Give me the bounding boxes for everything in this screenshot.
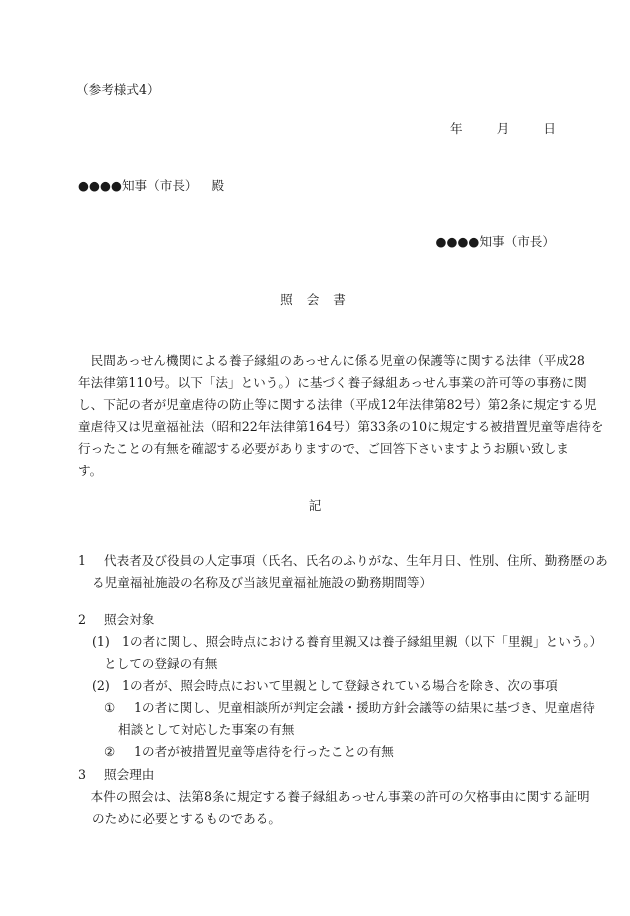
ki-heading: 記 — [308, 498, 322, 513]
date-month: 月 — [496, 121, 510, 136]
date-line — [450, 123, 556, 136]
subitem-label: ② — [104, 744, 116, 759]
section-heading: 照会対象 — [104, 612, 155, 627]
section-3-line: のために必要とするものである。 — [92, 811, 281, 826]
sender: ●●●●知事（市長） — [435, 234, 555, 249]
item-line: 1の者に関し、照会時点における養育里親又は養子縁組里親（以下「里親」という。） — [122, 634, 603, 649]
addressee-name: ●●●●知事（市長） — [78, 178, 198, 193]
section-3 — [78, 764, 590, 830]
section-1-line: 代表者及び役員の人定事項（氏名、氏名のふりがな、生年月日、性別、住所、勤務歴のあ — [104, 553, 608, 568]
subitem-line: 1の者が被措置児童等虐待を行ったことの有無 — [134, 744, 394, 759]
section-number: 2 — [78, 612, 87, 627]
body-line: す。 — [78, 463, 103, 478]
section-heading: 照会理由 — [104, 767, 155, 782]
date-year: 年 — [450, 121, 463, 136]
body-line: 民間あっせん機関による養子縁組のあっせんに係る児童の保護等に関する法律（平成28 — [78, 353, 585, 368]
item-label: (1) — [92, 634, 110, 649]
section-2 — [78, 609, 603, 763]
form-number: （参考様式4） — [76, 82, 160, 97]
item-label: (2) — [92, 678, 110, 693]
item-line: 1の者が、照会時点において里親として登録されている場合を除き、次の事項 — [122, 678, 558, 693]
item-line: としての登録の有無 — [104, 656, 218, 671]
section-1 — [78, 550, 608, 594]
body-line: 童虐待又は児童福祉法（昭和22年法律第164号）第33条の10に規定する被措置児童等虐待を — [78, 419, 604, 434]
addressee — [78, 180, 224, 193]
body-line: し、下記の者が児童虐待の防止等に関する法律（平成12年法律第82号）第2条に規定する児 — [78, 397, 597, 412]
section-number: 3 — [78, 767, 87, 782]
section-1-line: る児童福祉施設の名称及び当該児童福祉施設の勤務期間等） — [92, 575, 433, 590]
body-line: 行ったことの有無を確認する必要がありますので、ご回答下さいますようお願い致しま — [78, 441, 569, 456]
body-paragraph — [78, 350, 604, 482]
date-day: 日 — [543, 121, 556, 136]
addressee-honorific: 殿 — [211, 178, 225, 193]
subitem-line: 相談として対応した事案の有無 — [118, 722, 295, 737]
subitem-label: ① — [104, 700, 116, 715]
body-line: 年法律第110号。以下「法」という。）に基づく養子縁組あっせん事業の許可等の事務に関 — [78, 375, 587, 390]
section-3-line: 本件の照会は、法第8条に規定する養子縁組あっせん事業の許可の欠格事由に関する証明 — [78, 789, 590, 804]
document-title: 照会書 — [280, 292, 360, 307]
section-number: 1 — [78, 553, 87, 568]
subitem-line: 1の者に関し、児童相談所が判定会議・援助方針会議等の結果に基づき、児童虐待 — [134, 700, 595, 715]
